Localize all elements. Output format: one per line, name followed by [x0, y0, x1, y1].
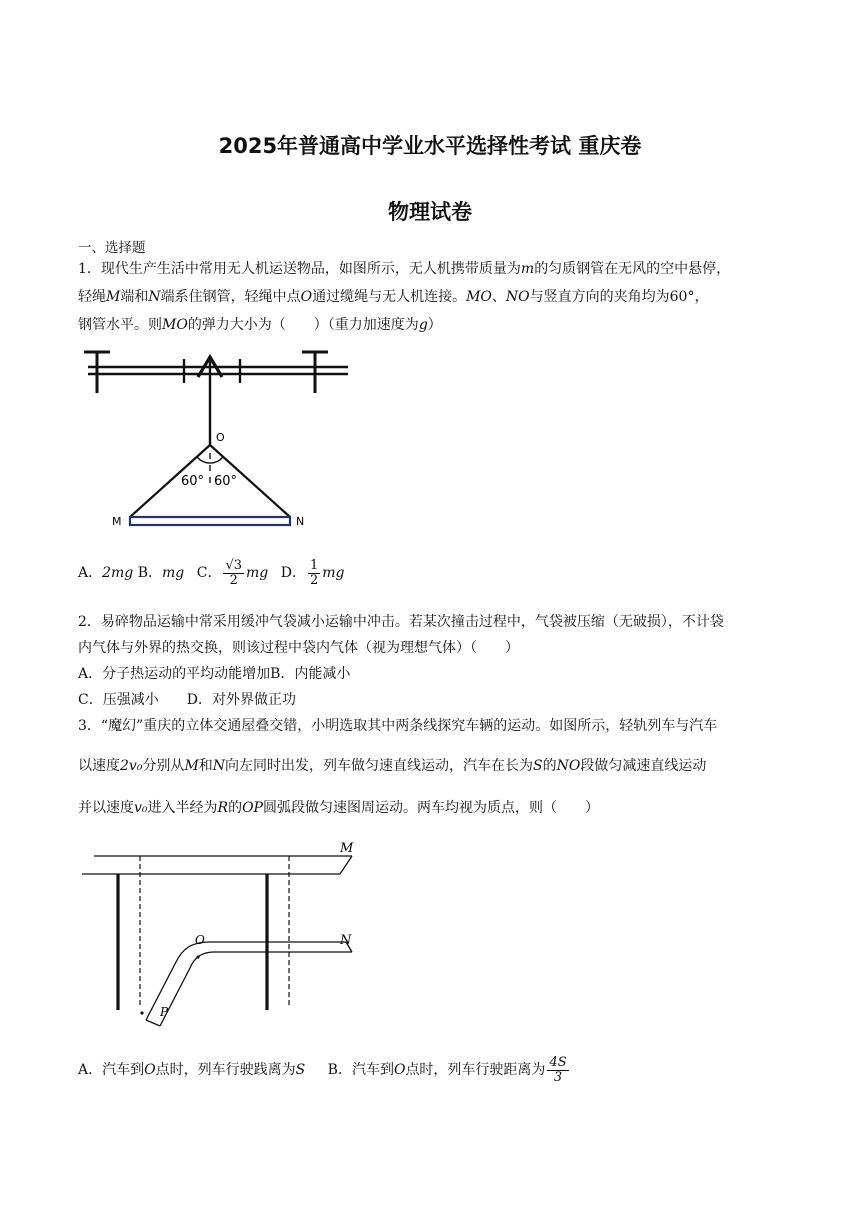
q1-var-O: O	[300, 289, 313, 305]
q1-var-M: M	[106, 289, 121, 305]
q2-option-a: A．分子热运动的平均动能增加	[78, 666, 271, 682]
q1-line-1	[78, 259, 788, 279]
q3-text: 的	[228, 800, 243, 816]
fraction-denominator: 2	[309, 572, 319, 588]
q3-line-2	[78, 756, 788, 776]
q1-text: 、	[491, 289, 506, 305]
q1-text: 端和	[120, 289, 149, 305]
q3-text: 的	[542, 758, 557, 774]
road-N	[146, 942, 352, 1026]
exam-title: 2025年普通高中学业水平选择性考试 重庆卷	[218, 134, 642, 158]
option-b-label: B．	[137, 565, 163, 581]
q2-option-b: B．内能减小	[270, 666, 351, 682]
q3-text: 点时，列车行驶距离为	[405, 1062, 546, 1078]
option-a-label: A．	[78, 565, 103, 581]
q2-line-2: 内气体与外界的热交换，则该过程中袋内气体（视为理想气体）（ ）	[78, 640, 519, 656]
angle-left-label: 60°	[181, 474, 205, 489]
q2-option-c: C．压强减小	[78, 692, 159, 708]
rail-track-M	[82, 856, 352, 874]
point-M-label: M	[112, 515, 122, 528]
point-N-label: N	[296, 515, 305, 528]
angle-right-label: 60°	[214, 474, 238, 489]
point-O-dot	[196, 955, 199, 958]
option-d-tail: mg	[322, 565, 345, 581]
q3-text: 分别从	[142, 758, 185, 774]
q3-text: 以速度	[78, 758, 120, 774]
q2-options-row-2	[78, 690, 788, 710]
q3-text: 向左同时出发，列车做匀速直线运动，汽车在长为	[225, 758, 534, 774]
q3-var-S: S	[533, 758, 543, 774]
q1-options	[78, 558, 788, 588]
q1-text: 轻绳	[78, 289, 106, 305]
q1-text: 端系住钢管，轻绳中点	[160, 289, 301, 305]
q1-drone-figure	[78, 345, 358, 535]
q2-line-1: 2．易碎物品运输中常采用缓冲气袋减小运输中冲击。若某次撞击过程中，气袋被压缩（无破损），不计袋	[78, 614, 724, 630]
q3-option-b: B．汽车到	[327, 1062, 394, 1078]
q3-var-2v0: 2v₀	[120, 758, 143, 774]
q1-text: 与竖直方向的夹角均为60°，	[529, 289, 709, 305]
option-d-fraction	[308, 559, 320, 588]
label-M: M	[340, 841, 354, 856]
q3-var-S: S	[295, 1062, 306, 1078]
q1-var-m: m	[520, 261, 535, 277]
q3-var-N: N	[212, 758, 226, 774]
option-a-value: 2mg	[102, 565, 134, 581]
fraction-denominator: 2	[229, 572, 238, 588]
q3-traffic-figure	[78, 838, 368, 1028]
q2-options-row-1	[78, 664, 788, 684]
fraction-denominator: 3	[553, 1069, 563, 1085]
q3-line-3	[78, 798, 788, 818]
q3-var-M: M	[184, 758, 199, 774]
section-heading: 一、选择题	[78, 240, 146, 256]
q3-text: 和	[198, 758, 213, 774]
fraction-numerator: √3	[225, 557, 243, 573]
q1-text: ）	[427, 317, 442, 333]
q1-var-NO: NO	[505, 289, 530, 305]
q2-option-d: D．对外界做正功	[186, 692, 296, 708]
q3-line-1: 3．“魔幻”重庆的立体交通屋叠交错，小明选取其中两条线探究车辆的运动。如图所示，轻轨列车与汽车	[78, 718, 718, 734]
point-P-dot	[140, 1011, 143, 1014]
q1-text: 1．现代生产生活中常用无人机运送物品，如图所示，无人机携带质量为	[78, 261, 521, 277]
q1-var-g: g	[418, 317, 428, 333]
q1-text: 通过缆绳与无人机连接。	[312, 289, 467, 305]
q3-text: 段做匀减速直线运动	[580, 758, 707, 774]
q3-var-OP: OP	[242, 800, 263, 816]
q3-text: 点时，列车行驶践离为	[155, 1062, 296, 1078]
q1-text: 的匀质钢管在无风的空中悬停，	[534, 261, 731, 277]
q3-var-O: O	[144, 1062, 156, 1078]
label-P: P	[160, 1005, 169, 1019]
q1-line-2	[78, 287, 788, 307]
q3-option-b-fraction	[547, 1056, 568, 1085]
label-O: O	[195, 933, 205, 947]
q3-text: 并以速度	[78, 800, 134, 816]
fraction-numerator: 1	[309, 557, 319, 573]
label-N: N	[340, 933, 352, 948]
option-b-value: mg	[162, 565, 185, 581]
q3-option-a: A．汽车到	[78, 1062, 145, 1078]
q3-options	[78, 1050, 788, 1090]
fraction-numerator: 4S	[549, 1054, 567, 1070]
q1-var-MO: MO	[466, 289, 492, 305]
option-c-fraction	[223, 559, 244, 588]
steel-pipe	[130, 517, 290, 525]
point-O-label: O	[216, 431, 225, 444]
option-d-label: D．	[280, 565, 306, 581]
rope-system	[130, 445, 290, 517]
option-c-label: C．	[196, 565, 222, 581]
q1-line-3	[78, 315, 788, 335]
q3-var-O: O	[393, 1062, 406, 1078]
q1-text: 钢管水平。则	[78, 317, 162, 333]
q3-var-NO: NO	[556, 758, 581, 774]
q1-text: 的弹力大小为（ ）（重力加速度为	[187, 317, 419, 333]
q1-var-MO: MO	[162, 317, 188, 333]
option-c-tail: mg	[246, 565, 269, 581]
q3-var-v0: v₀	[134, 800, 148, 816]
q3-text: 圆弧段做匀速图周运动。两车均视为质点，则（ ）	[262, 800, 599, 816]
q3-text: 进入半经为	[147, 800, 218, 816]
q3-var-R: R	[217, 800, 229, 816]
exam-subtitle: 物理试卷	[388, 200, 472, 224]
q1-var-N: N	[148, 289, 161, 305]
